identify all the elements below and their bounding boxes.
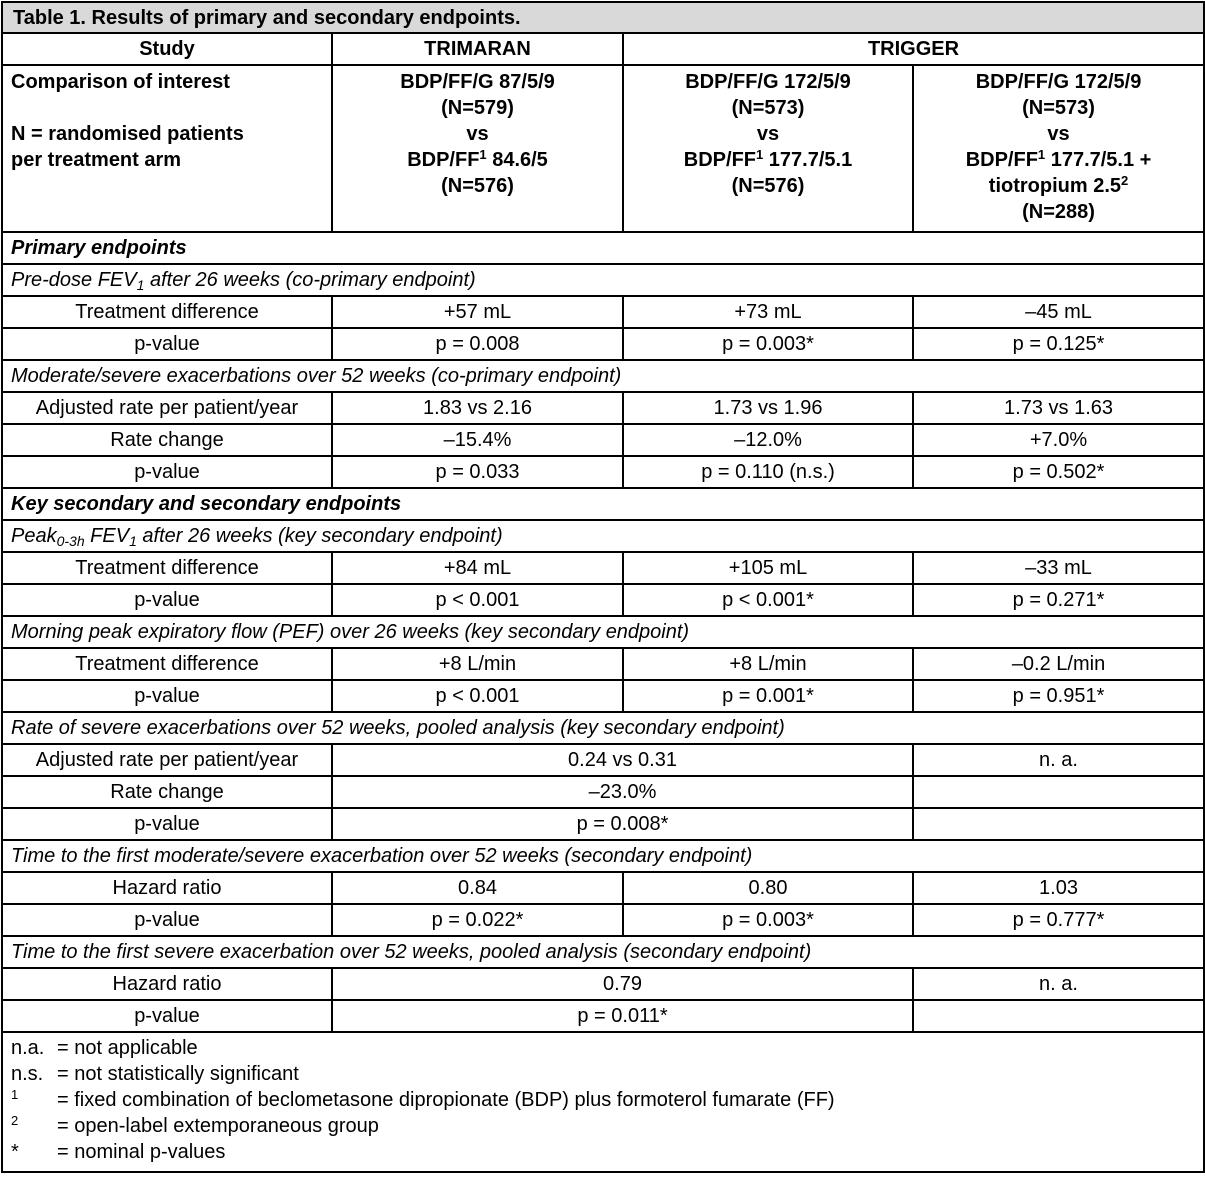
title-text: after 26 weeks (key secondary endpoint) <box>136 525 503 547</box>
notes-row <box>2 1032 1204 1172</box>
comparison-line <box>341 147 614 173</box>
title-subscript: 0-3h <box>56 533 85 549</box>
footnote-ref: 1 <box>1037 147 1046 162</box>
comparison-text: 84.6/5 <box>486 149 548 171</box>
cell-value: p = 0.110 (n.s.) <box>623 456 913 488</box>
cell-value: 1.83 vs 2.16 <box>332 392 623 424</box>
footnotes <box>2 1032 1204 1172</box>
row-label: Treatment difference <box>2 296 332 328</box>
cell-value: p < 0.001 <box>332 584 623 616</box>
row-label: p-value <box>2 808 332 840</box>
cell-value: +84 mL <box>332 552 623 584</box>
table-row <box>2 424 1204 456</box>
title-text: Peak <box>11 525 57 547</box>
section-title-primary: Primary endpoints <box>2 232 1204 264</box>
row-label: Hazard ratio <box>2 872 332 904</box>
comparison-line <box>632 147 904 173</box>
comparison-text: BDP/FF <box>965 149 1038 171</box>
subsection-title-peak <box>2 520 1204 552</box>
cell-empty <box>913 1000 1204 1032</box>
section-row <box>2 488 1204 520</box>
table-row <box>2 808 1204 840</box>
cell-empty <box>913 776 1204 808</box>
comparison-line: (N=576) <box>731 175 805 197</box>
subsection-row <box>2 840 1204 872</box>
footnote <box>11 1139 1195 1165</box>
section-title-secondary: Key secondary and secondary endpoints <box>2 488 1204 520</box>
row-label: Rate change <box>2 424 332 456</box>
results-table <box>1 1 1205 1173</box>
cell-value: p = 0.502* <box>913 456 1204 488</box>
subsection-title-severe: Rate of severe exacerbations over 52 weeks, pooled analysis (key secondary endpoint) <box>2 712 1204 744</box>
section-row <box>2 232 1204 264</box>
footnote-text: = fixed combination of beclometasone dipropionate (BDP) plus formoterol fumarate (FF) <box>57 1089 835 1111</box>
subsection-title-pef: Morning peak expiratory flow (PEF) over 26 weeks (key secondary endpoint) <box>2 616 1204 648</box>
cell-value: p < 0.001* <box>623 584 913 616</box>
header-trimaran: TRIMARAN <box>332 33 623 65</box>
subsection-row <box>2 520 1204 552</box>
table-row <box>2 872 1204 904</box>
footnote-ref: 1 <box>479 147 487 162</box>
comparison-trigger-b <box>913 65 1204 232</box>
comparison-line: vs <box>1047 123 1070 145</box>
row-label: p-value <box>2 904 332 936</box>
cell-value: +73 mL <box>623 296 913 328</box>
cell-value: p = 0.003* <box>623 904 913 936</box>
comparison-line: BDP/FF/G 87/5/9 <box>400 71 555 93</box>
table-row <box>2 968 1204 1000</box>
row-label: p-value <box>2 680 332 712</box>
footnote <box>11 1087 1195 1113</box>
comparison-label-line: Comparison of interest <box>11 71 230 93</box>
cell-value: 1.03 <box>913 872 1204 904</box>
table-row <box>2 744 1204 776</box>
comparison-line: vs <box>756 123 780 145</box>
comparison-text: BDP/FF <box>683 149 756 171</box>
title-subscript: 1 <box>129 533 137 549</box>
footnote-key: n.s. <box>11 1063 44 1085</box>
subsection-row <box>2 616 1204 648</box>
cell-value: +8 L/min <box>332 648 623 680</box>
cell-value: 0.84 <box>332 872 623 904</box>
cell-value: p < 0.001 <box>332 680 623 712</box>
comparison-label <box>2 65 332 232</box>
cell-value-pooled: 0.24 vs 0.31 <box>332 744 913 776</box>
comparison-line: (N=573) <box>1022 97 1095 119</box>
row-label: p-value <box>2 584 332 616</box>
table-row <box>2 776 1204 808</box>
cell-value: –0.2 L/min <box>913 648 1204 680</box>
title-text: Pre-dose FEV <box>11 269 137 291</box>
footnote-ref: 2 <box>1121 173 1129 188</box>
table-row <box>2 1000 1204 1032</box>
cell-value: n. a. <box>913 744 1204 776</box>
table-row <box>2 552 1204 584</box>
footnote-text: = not statistically significant <box>57 1063 299 1085</box>
footnote-text: = not applicable <box>57 1037 198 1059</box>
footnote-text: = open-label extemporaneous group <box>57 1115 379 1137</box>
row-label: p-value <box>2 328 332 360</box>
cell-value: +8 L/min <box>623 648 913 680</box>
header-row <box>2 33 1204 65</box>
comparison-line <box>922 147 1195 173</box>
cell-value-pooled: p = 0.008* <box>332 808 913 840</box>
subsection-row <box>2 360 1204 392</box>
comparison-line: vs <box>466 123 489 145</box>
row-label: p-value <box>2 456 332 488</box>
row-label: Treatment difference <box>2 648 332 680</box>
footnote <box>11 1061 1195 1087</box>
subsection-row <box>2 712 1204 744</box>
subsection-title-fev1 <box>2 264 1204 296</box>
comparison-line: BDP/FF/G 172/5/9 <box>685 71 851 93</box>
cell-value: p = 0.271* <box>913 584 1204 616</box>
cell-value: –45 mL <box>913 296 1204 328</box>
cell-empty <box>913 808 1204 840</box>
title-text: after 26 weeks (co-primary endpoint) <box>144 269 476 291</box>
footnote-key: * <box>11 1141 19 1163</box>
footnote-text: = nominal p-values <box>57 1141 226 1163</box>
subsection-row <box>2 264 1204 296</box>
cell-value: +7.0% <box>913 424 1204 456</box>
results-table-container <box>1 1 1203 1173</box>
cell-value: 0.80 <box>623 872 913 904</box>
table-caption-row <box>2 2 1204 33</box>
footnote <box>11 1035 1195 1061</box>
comparison-line: (N=579) <box>441 97 514 119</box>
cell-value: p = 0.022* <box>332 904 623 936</box>
cell-value-pooled: 0.79 <box>332 968 913 1000</box>
comparison-text: 177.7/5.1 + <box>1045 149 1152 171</box>
title-subscript: 1 <box>136 277 145 293</box>
header-study: Study <box>2 33 332 65</box>
footnote-key: n.a. <box>11 1037 45 1059</box>
footnote <box>11 1113 1195 1139</box>
table-row <box>2 296 1204 328</box>
header-trigger: TRIGGER <box>623 33 1204 65</box>
subsection-row <box>2 936 1204 968</box>
table-row <box>2 648 1204 680</box>
comparison-text: 177.7/5.1 <box>763 149 853 171</box>
comparison-label-line: N = randomised patients <box>11 123 244 145</box>
table-row <box>2 328 1204 360</box>
table-row <box>2 584 1204 616</box>
cell-value: p = 0.001* <box>623 680 913 712</box>
comparison-line: BDP/FF/G 172/5/9 <box>975 71 1142 93</box>
comparison-line <box>922 173 1195 199</box>
footnote-key <box>11 1113 57 1139</box>
cell-value: n. a. <box>913 968 1204 1000</box>
cell-value: 1.73 vs 1.96 <box>623 392 913 424</box>
cell-value: p = 0.951* <box>913 680 1204 712</box>
cell-value: 1.73 vs 1.63 <box>913 392 1204 424</box>
cell-value: p = 0.777* <box>913 904 1204 936</box>
row-label: Rate change <box>2 776 332 808</box>
table-caption: Table 1. Results of primary and secondary endpoints. <box>2 2 1204 33</box>
cell-value: –33 mL <box>913 552 1204 584</box>
title-text: FEV <box>84 525 130 547</box>
comparison-line: (N=573) <box>731 97 805 119</box>
cell-value: p = 0.033 <box>332 456 623 488</box>
table-row <box>2 904 1204 936</box>
comparison-trigger-a <box>623 65 913 232</box>
row-label: Hazard ratio <box>2 968 332 1000</box>
row-label: Treatment difference <box>2 552 332 584</box>
comparison-line: (N=576) <box>441 175 514 197</box>
footnote-marker: 2 <box>11 1113 19 1128</box>
cell-value: –15.4% <box>332 424 623 456</box>
row-label: p-value <box>2 1000 332 1032</box>
subsection-title-exacerbations: Moderate/severe exacerbations over 52 weeks (co-primary endpoint) <box>2 360 1204 392</box>
footnote-marker: 1 <box>11 1087 19 1102</box>
cell-value: p = 0.003* <box>623 328 913 360</box>
cell-value: –12.0% <box>623 424 913 456</box>
footnote-key <box>11 1087 57 1113</box>
comparison-label-line: per treatment arm <box>11 149 182 171</box>
cell-value: +105 mL <box>623 552 913 584</box>
row-label: Adjusted rate per patient/year <box>2 744 332 776</box>
cell-value-pooled: –23.0% <box>332 776 913 808</box>
comparison-line: (N=288) <box>1022 201 1095 223</box>
subsection-title-time-moderate: Time to the first moderate/severe exacerbation over 52 weeks (secondary endpoint) <box>2 840 1204 872</box>
comparison-text: BDP/FF <box>407 149 480 171</box>
cell-value: +57 mL <box>332 296 623 328</box>
comparison-trimaran <box>332 65 623 232</box>
subsection-title-time-severe: Time to the first severe exacerbation over 52 weeks, pooled analysis (secondary endpoint) <box>2 936 1204 968</box>
row-label: Adjusted rate per patient/year <box>2 392 332 424</box>
table-row <box>2 392 1204 424</box>
cell-value: p = 0.125* <box>913 328 1204 360</box>
comparison-row <box>2 65 1204 232</box>
table-row <box>2 680 1204 712</box>
footnote-ref: 1 <box>756 147 764 162</box>
cell-value: p = 0.008 <box>332 328 623 360</box>
cell-value-pooled: p = 0.011* <box>332 1000 913 1032</box>
table-row <box>2 456 1204 488</box>
comparison-text: tiotropium 2.5 <box>988 175 1122 197</box>
